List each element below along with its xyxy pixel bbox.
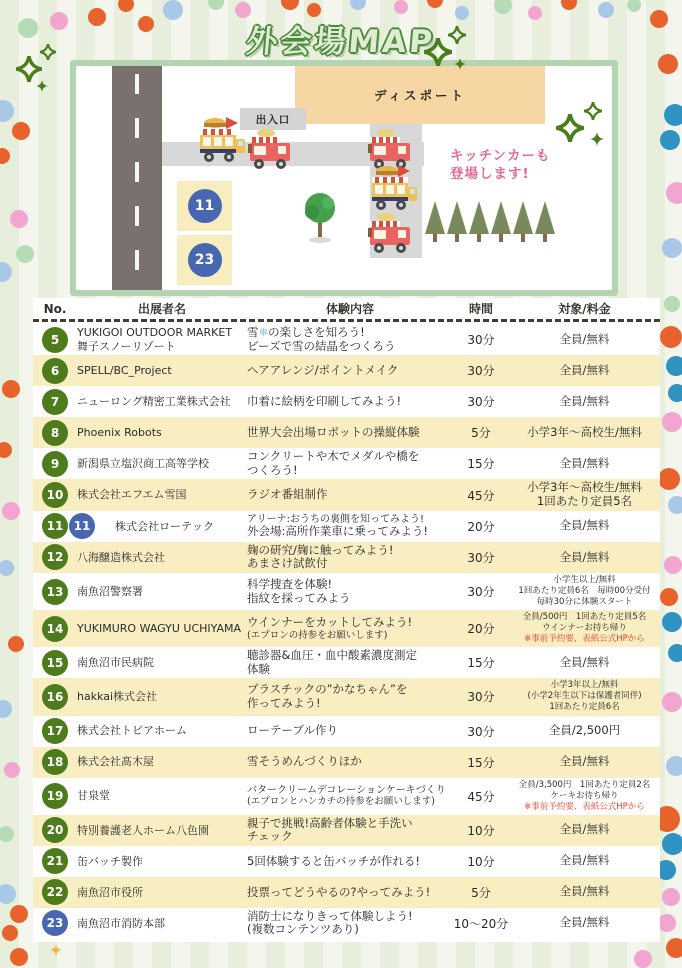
activity-description: 親子で挑戦!高齢者体験と手洗い チェック bbox=[247, 815, 413, 844]
activity-description: 5回体験すると缶バッチが作れる! bbox=[247, 853, 420, 868]
decor-dot bbox=[660, 130, 680, 150]
decor-dot bbox=[662, 238, 682, 258]
decor-dot bbox=[118, 0, 134, 12]
duration: 30分 bbox=[467, 585, 495, 600]
row-number-cell bbox=[33, 451, 77, 477]
decor-dot bbox=[664, 556, 682, 574]
duration: 5分 bbox=[471, 885, 491, 900]
kitchen-car-note-line1: キッチンカーも bbox=[450, 148, 551, 164]
row-number-cell bbox=[33, 684, 77, 710]
decor-dot bbox=[668, 384, 682, 402]
map-marker-23: 23 bbox=[188, 243, 222, 277]
decor-dot bbox=[0, 442, 12, 458]
sparkle-icon bbox=[16, 56, 42, 82]
exhibitor-name: 南魚沼市消防本部 bbox=[77, 916, 165, 930]
table-row bbox=[33, 815, 660, 846]
row-number-badge: 13 bbox=[42, 579, 68, 605]
row-number-cell bbox=[33, 783, 77, 809]
duration: 30分 bbox=[467, 395, 495, 410]
decor-dot bbox=[668, 496, 682, 514]
row-number-cell bbox=[33, 358, 77, 384]
map-marker-11: 11 bbox=[188, 189, 222, 223]
sparkle-icon bbox=[590, 132, 604, 146]
activity-description: ウインナーをカットしてみよう! (エプロンの持参をお願いします) bbox=[247, 615, 413, 641]
target-fee: 全員/無料 bbox=[559, 518, 610, 533]
decor-dot bbox=[16, 245, 34, 263]
header-dashed-divider bbox=[33, 319, 660, 322]
table-row bbox=[33, 877, 660, 908]
pine-tree-icon bbox=[490, 200, 512, 244]
duration: 45分 bbox=[467, 488, 495, 503]
target-fee: 全員/500円 1回あたり定員5名 ウインナーお持ち帰り ※事前予約要、表紙公式HPから bbox=[522, 612, 647, 645]
decor-dot bbox=[494, 0, 512, 14]
activity-description: ローテーブル作り bbox=[247, 723, 338, 738]
activity-description: プラスチックの”かなちゃん”を 作ってみよう! bbox=[247, 682, 408, 710]
activity-description: 投票ってどうやるの?やってみよう! bbox=[247, 884, 431, 899]
activity-description: コンクリートや木でメダルや橋を つくろう! bbox=[247, 449, 420, 477]
table-row bbox=[33, 846, 660, 877]
col-header-content: 体験内容 bbox=[325, 302, 374, 316]
target-fee: 全員/無料 bbox=[559, 822, 610, 837]
duration: 15分 bbox=[467, 457, 495, 472]
activity-description: 麹の研究/麹に触ってみよう! あまさけ試飲付 bbox=[247, 542, 394, 571]
table-row bbox=[33, 678, 660, 715]
activity-description: アリーナ:おうちの裏側を知ってみよう! 外会場:高所作業車に乗ってみよう! bbox=[247, 513, 428, 539]
decor-dot bbox=[2, 925, 18, 941]
table-row bbox=[33, 479, 660, 511]
row-number-badge: 7 bbox=[42, 389, 68, 415]
decor-dot bbox=[0, 560, 14, 576]
table-row bbox=[33, 386, 660, 417]
decor-dot bbox=[0, 826, 14, 842]
row-number-cell bbox=[33, 420, 77, 446]
table-row bbox=[33, 610, 660, 647]
duration: 10分 bbox=[467, 854, 495, 869]
exhibitor-name: SPELL/BC_Project bbox=[77, 364, 172, 378]
row-number-badge: 9 bbox=[42, 451, 68, 477]
row-number-cell bbox=[33, 848, 77, 874]
exhibitor-name: YUKIGOI OUTDOOR MARKET 舞子スノーリゾート bbox=[77, 326, 233, 353]
target-fee: 小学生以上/無料 1回あたり定員6名 毎時00分受付 毎時30分に体験スタート bbox=[518, 574, 651, 608]
disport-building bbox=[295, 66, 545, 124]
exhibitor-name: 南魚沼警察署 bbox=[77, 584, 143, 598]
venue-map-inner bbox=[76, 66, 612, 290]
map-marker-badge: 11 bbox=[69, 513, 95, 539]
duration: 20分 bbox=[467, 519, 495, 534]
table-row bbox=[33, 417, 660, 448]
row-number-cell bbox=[33, 482, 77, 508]
activity-description: 聴診器&血圧・血中酸素濃度測定 体験 bbox=[247, 648, 417, 676]
table-body bbox=[33, 324, 660, 939]
booth-11 bbox=[177, 181, 232, 231]
row-number-badge: 23 bbox=[42, 910, 68, 936]
sparkle-icon bbox=[584, 102, 602, 120]
food-truck-icon bbox=[368, 212, 412, 254]
row-number-badge: 10 bbox=[42, 482, 68, 508]
duration: 5分 bbox=[471, 426, 491, 441]
duration: 45分 bbox=[467, 789, 495, 804]
row-number-badge: 5 bbox=[42, 327, 68, 353]
row-number-badge: 16 bbox=[42, 684, 68, 710]
decor-dot bbox=[2, 380, 20, 398]
decor-dot bbox=[10, 210, 28, 228]
row-number-badge: 8 bbox=[42, 420, 68, 446]
pine-tree-icon bbox=[512, 200, 534, 244]
row-number-badge: 15 bbox=[42, 650, 68, 676]
decor-dot bbox=[634, 950, 652, 968]
row-number-cell bbox=[33, 544, 77, 570]
row-number-cell bbox=[33, 327, 77, 353]
row-number-cell bbox=[33, 817, 77, 843]
entrance-gate bbox=[240, 108, 306, 130]
kitchen-car-note-line2: 登場します! bbox=[450, 165, 530, 182]
exhibitor-name: 新潟県立塩沢商工高等学校 bbox=[77, 457, 209, 471]
table-row bbox=[33, 448, 660, 479]
food-truck-icon bbox=[370, 164, 418, 211]
venue-map bbox=[70, 60, 618, 296]
row-number-badge: 20 bbox=[42, 817, 68, 843]
decor-dot bbox=[660, 326, 682, 348]
decor-dot bbox=[8, 636, 24, 652]
row-number-cell bbox=[33, 910, 77, 936]
col-header-time: 時間 bbox=[468, 302, 493, 316]
duration: 30分 bbox=[467, 333, 495, 348]
exhibitor-name: 南魚沼市役所 bbox=[77, 885, 143, 899]
decor-dot bbox=[561, 0, 577, 10]
disport-building-label: ディスポート bbox=[373, 88, 466, 103]
exhibitor-name: 株式会社ローテック bbox=[115, 519, 214, 533]
activity-description: 世界大会出場ロボットの操縦体験 bbox=[247, 424, 420, 439]
row-number-cell bbox=[33, 616, 77, 642]
decor-dot bbox=[350, 0, 366, 10]
table-row bbox=[33, 647, 660, 678]
target-fee: 全員/無料 bbox=[559, 393, 610, 408]
target-fee: 全員/無料 bbox=[559, 884, 610, 899]
row-number-badge: 19 bbox=[42, 783, 68, 809]
decor-dot bbox=[10, 948, 28, 966]
exhibitor-name: hakkai株式会社 bbox=[77, 690, 158, 704]
food-truck-icon bbox=[198, 116, 246, 163]
exhibitor-name: 八海醸造株式会社 bbox=[77, 550, 165, 564]
road bbox=[112, 66, 162, 290]
activity-description: 雪❄の楽しさを知ろう! ビーズで雪の結晶をつくろう bbox=[247, 325, 396, 353]
activity-description: バタークリームデコレーションケーキづくり (エプロンとハンカチの持参をお願いします) bbox=[247, 784, 446, 808]
decor-dot bbox=[208, 0, 224, 10]
decor-dot bbox=[0, 700, 12, 718]
pine-tree-icon bbox=[424, 200, 446, 244]
duration: 30分 bbox=[467, 690, 495, 705]
exhibitor-name: ニューロング精密工業株式会社 bbox=[77, 395, 231, 409]
decor-dot bbox=[664, 104, 682, 126]
target-fee: 全員/3,500円 1回あたり定員2名 ケーキお待ち帰り ※事前予約要、表紙公式HPから bbox=[518, 779, 651, 812]
pine-tree-icon bbox=[446, 200, 468, 244]
decor-dot bbox=[0, 100, 14, 122]
target-fee: 全員/無料 bbox=[559, 853, 610, 868]
col-header-fee: 対象/料金 bbox=[558, 302, 611, 316]
decor-dot bbox=[666, 356, 682, 376]
activity-description: 消防士になりきって体験しよう! (複数コンテンツあり) bbox=[247, 908, 413, 937]
sparkle-icon bbox=[50, 944, 62, 956]
target-fee: 全員/無料 bbox=[559, 362, 610, 377]
decor-dot bbox=[307, 3, 321, 17]
pine-tree-icon bbox=[534, 200, 556, 244]
decor-dot bbox=[10, 905, 28, 923]
activity-description: ラジオ番組制作 bbox=[247, 487, 328, 502]
exhibitor-name: 特別養護老人ホーム八色園 bbox=[77, 823, 209, 837]
decor-dot bbox=[2, 502, 20, 520]
table-row bbox=[33, 778, 660, 815]
row-number-cell bbox=[33, 650, 77, 676]
sparkle-icon bbox=[40, 44, 56, 60]
decor-dot bbox=[664, 296, 680, 312]
exhibitor-name: 甘泉堂 bbox=[77, 789, 110, 803]
target-fee: 全員/無料 bbox=[559, 331, 610, 346]
sparkle-icon bbox=[454, 58, 466, 70]
row-number-badge: 14 bbox=[42, 616, 68, 642]
row-number-badge: 6 bbox=[42, 358, 68, 384]
table-row bbox=[33, 542, 660, 573]
table-row bbox=[33, 355, 660, 386]
exhibitor-name: 株式会社トビアホーム bbox=[77, 724, 187, 738]
decor-dot bbox=[394, 0, 408, 14]
row-number-cell bbox=[33, 579, 77, 605]
activity-description: 巾着に絵柄を印刷してみよう! bbox=[247, 393, 402, 408]
table-row bbox=[33, 573, 660, 610]
decor-dot bbox=[662, 888, 680, 906]
activity-description: ヘアアレンジ/ポイントメイク bbox=[247, 362, 399, 377]
exhibitor-name: 南魚沼市民病院 bbox=[77, 656, 154, 670]
table-header-row bbox=[33, 298, 660, 319]
sparkle-icon bbox=[556, 114, 584, 142]
target-fee: 小学3年〜高校生/無料 1回あたり定員5名 bbox=[527, 480, 642, 509]
row-number-badge: 11 bbox=[42, 513, 68, 539]
exhibitor-name: 株式会社エフエム雪国 bbox=[77, 488, 187, 502]
decor-dot bbox=[666, 756, 682, 776]
row-number-cell bbox=[33, 718, 77, 744]
decor-dot bbox=[662, 412, 682, 432]
row-number-badge: 22 bbox=[42, 879, 68, 905]
row-number-cell bbox=[33, 389, 77, 415]
decor-dot bbox=[12, 122, 30, 140]
exhibitor-name: Phoenix Robots bbox=[77, 426, 162, 440]
col-header-no: No. bbox=[43, 301, 67, 316]
decor-dot bbox=[658, 468, 680, 490]
entrance-gate-label: 出入口 bbox=[255, 113, 291, 126]
decor-dot bbox=[627, 0, 641, 12]
decor-dot bbox=[281, 0, 299, 10]
duration: 10分 bbox=[467, 823, 495, 838]
table-row bbox=[33, 908, 660, 939]
row-number-cell bbox=[33, 513, 91, 539]
decor-dot bbox=[0, 884, 16, 904]
target-fee: 小学3年〜高校生/無料 bbox=[527, 424, 642, 439]
activity-description: 科学捜査を体験! 指紋を採ってみよう bbox=[247, 576, 351, 605]
target-fee: 全員/無料 bbox=[559, 654, 610, 669]
exhibitor-table bbox=[33, 298, 660, 942]
page-title: 外会場MAP bbox=[244, 24, 437, 60]
pine-tree-icon bbox=[468, 200, 490, 244]
row-number-badge: 17 bbox=[42, 718, 68, 744]
table-row bbox=[33, 716, 660, 747]
target-fee: 全員/無料 bbox=[559, 915, 610, 930]
decor-dot bbox=[662, 692, 682, 712]
food-truck-icon bbox=[248, 128, 292, 170]
tree-icon bbox=[302, 192, 338, 244]
target-fee: 全員/無料 bbox=[559, 754, 610, 769]
exhibitor-name: 株式会社髙木屋 bbox=[77, 755, 154, 769]
sparkle-icon bbox=[36, 80, 48, 92]
duration: 30分 bbox=[467, 550, 495, 565]
decor-dot bbox=[660, 588, 678, 606]
decor-dot bbox=[658, 914, 676, 932]
target-fee: 全員/無料 bbox=[559, 549, 610, 564]
duration: 15分 bbox=[467, 755, 495, 770]
row-number-badge: 12 bbox=[42, 544, 68, 570]
duration: 30分 bbox=[467, 364, 495, 379]
decor-dot bbox=[662, 833, 682, 855]
activity-description: 雪そうめんづくりほか bbox=[247, 754, 362, 769]
decor-dot bbox=[0, 262, 12, 282]
table-row bbox=[33, 747, 660, 778]
decor-dot bbox=[662, 612, 682, 632]
table-row bbox=[33, 511, 660, 542]
decor-dot bbox=[427, 0, 443, 8]
decor-dot bbox=[666, 938, 682, 958]
row-number-badge: 21 bbox=[42, 848, 68, 874]
target-fee: 全員/無料 bbox=[559, 455, 610, 470]
booth-23 bbox=[177, 235, 232, 285]
duration: 30分 bbox=[467, 724, 495, 739]
row-number-badge: 18 bbox=[42, 749, 68, 775]
exhibitor-name: YUKIMURO WAGYU UCHIYAMA bbox=[77, 622, 242, 636]
duration: 10〜20分 bbox=[453, 916, 509, 931]
row-number-cell bbox=[33, 749, 77, 775]
target-fee: 全員/2,500円 bbox=[548, 723, 621, 738]
decor-dot bbox=[668, 644, 682, 662]
duration: 20分 bbox=[467, 622, 495, 637]
col-header-name: 出展者名 bbox=[137, 302, 186, 316]
decor-dot bbox=[666, 182, 682, 204]
exhibitor-name: 缶バッチ製作 bbox=[77, 854, 143, 868]
row-number-cell bbox=[33, 879, 77, 905]
kitchen-car-note bbox=[450, 148, 551, 183]
duration: 15分 bbox=[467, 656, 495, 671]
sparkle-icon bbox=[424, 38, 452, 66]
table-row bbox=[33, 324, 660, 355]
decor-dot bbox=[4, 762, 20, 778]
target-fee: 小学3年以上/無料 (小学2年生以下は保護者同伴) 1回あたり定員6名 bbox=[527, 680, 642, 713]
decor-dot bbox=[0, 148, 10, 164]
